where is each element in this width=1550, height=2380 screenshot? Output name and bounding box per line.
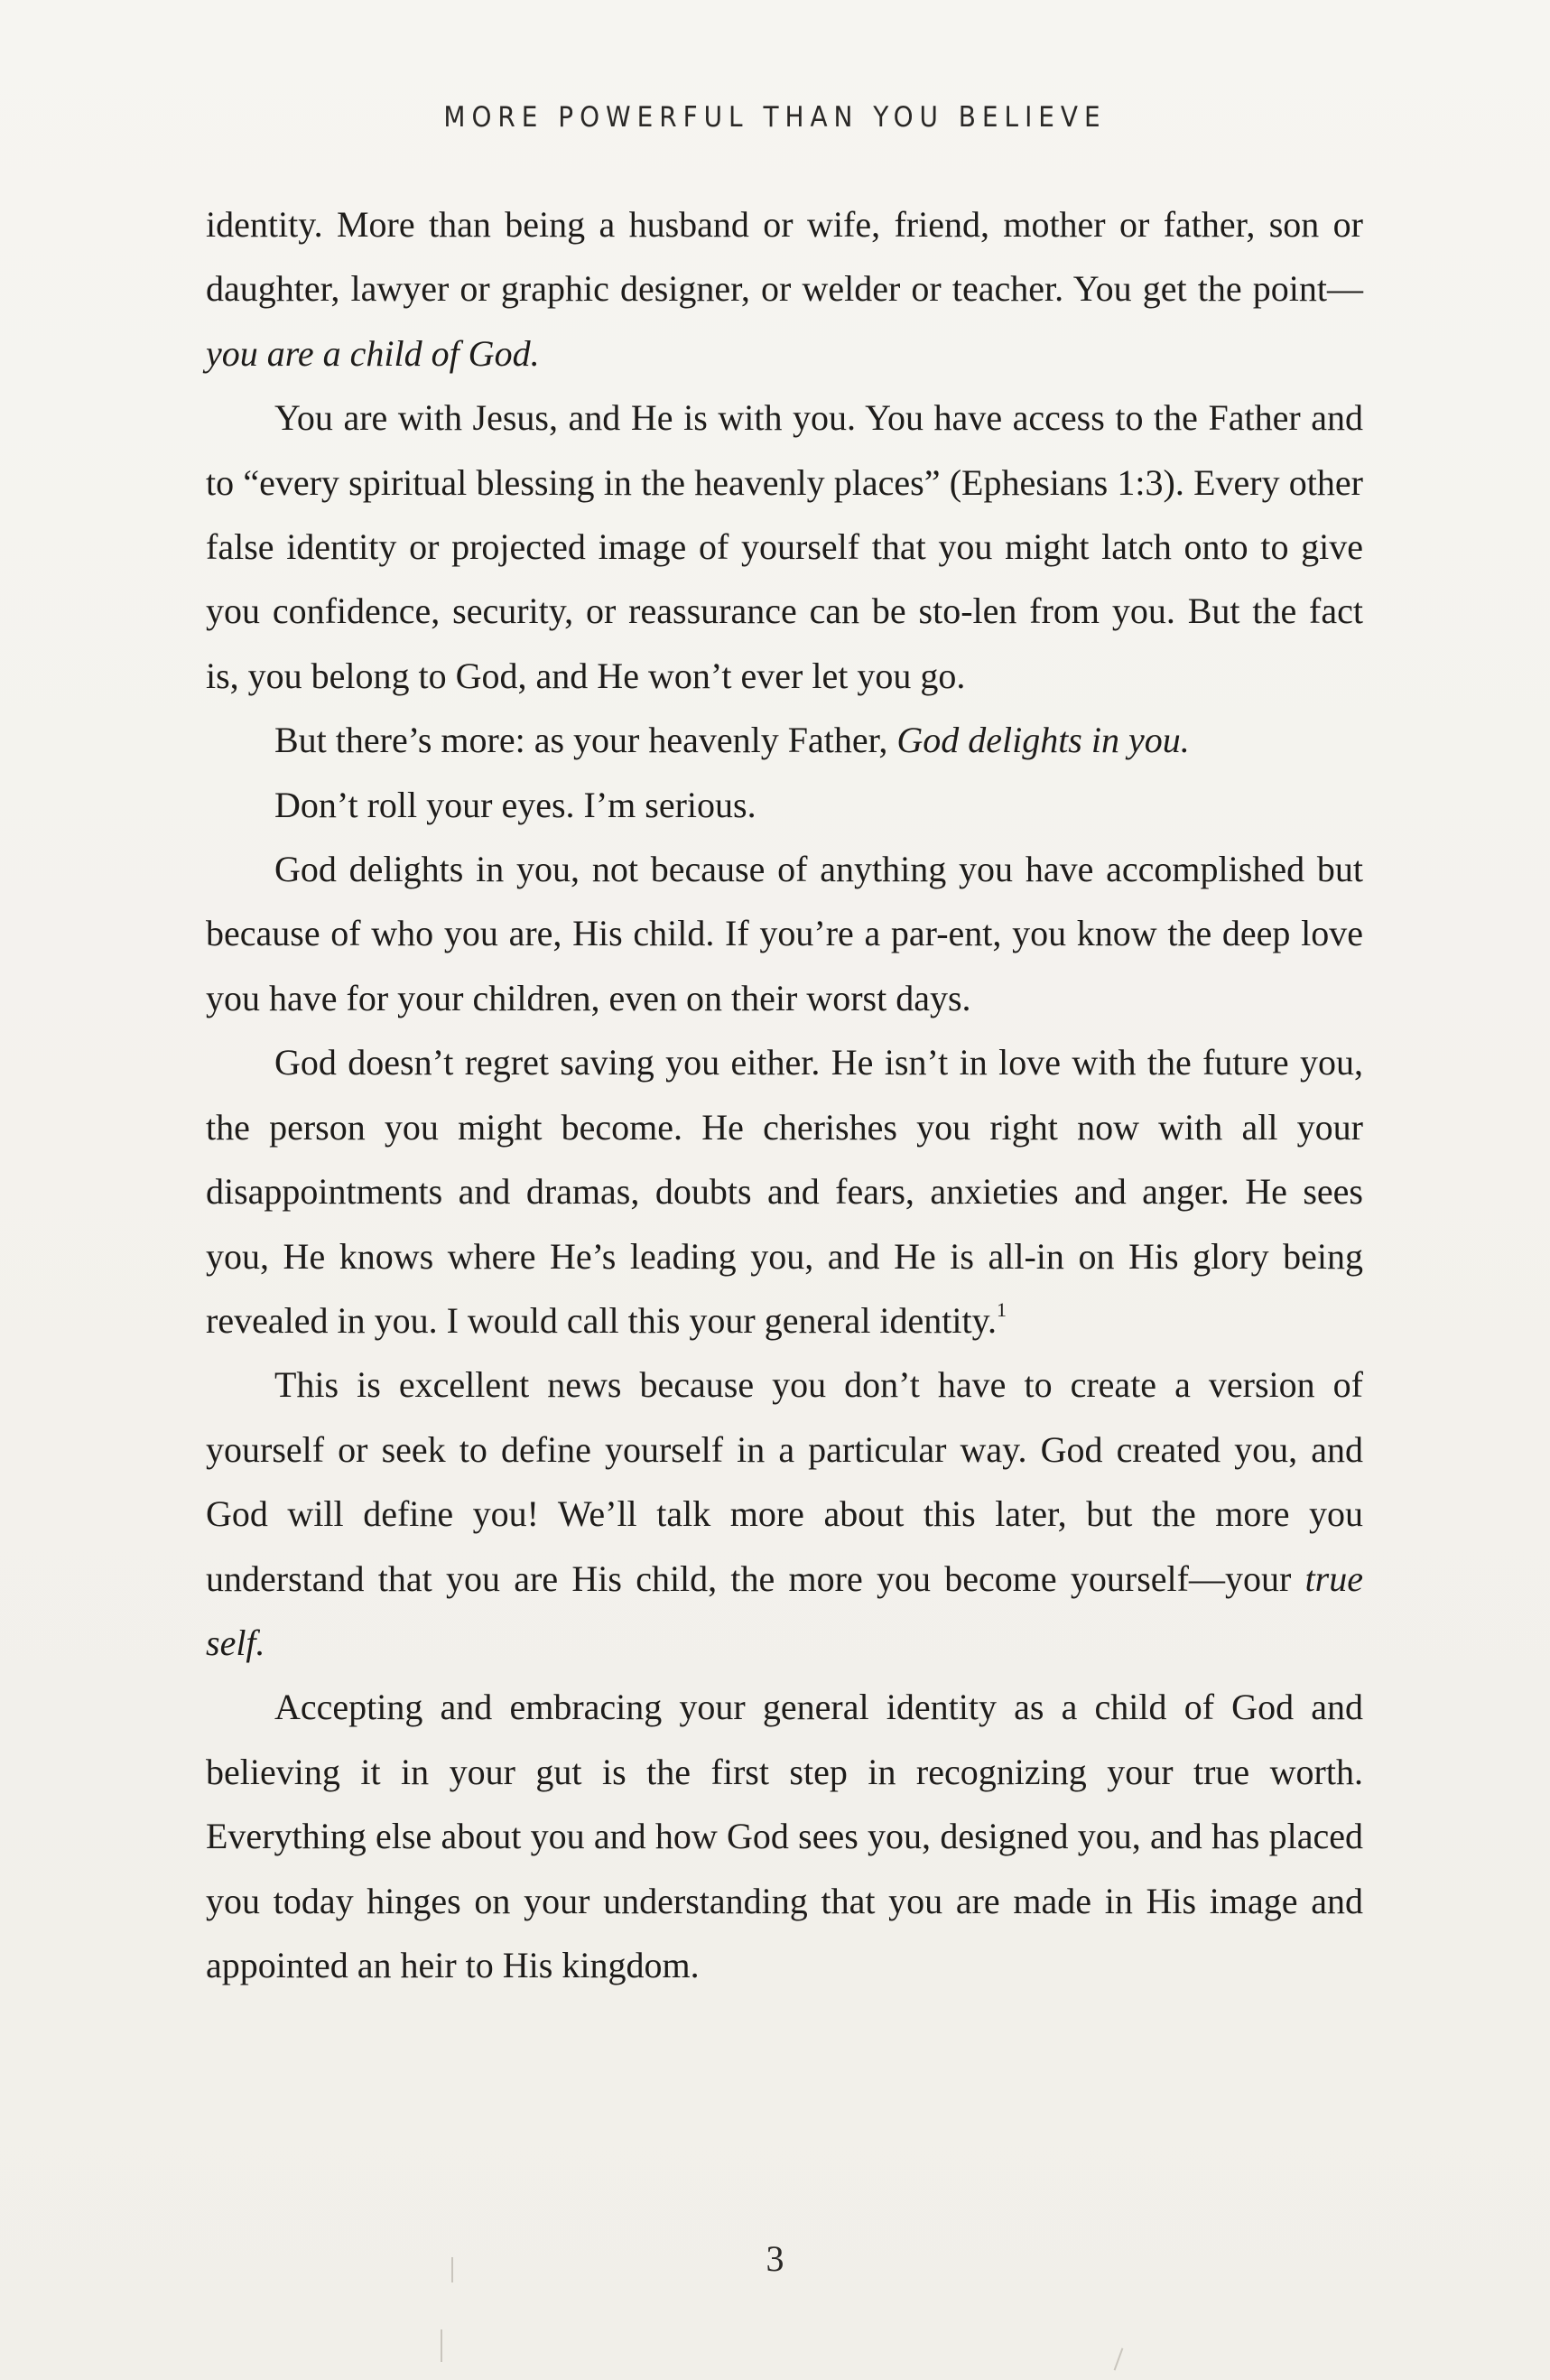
- italic-span: God delights in you.: [896, 720, 1190, 761]
- page-number: 3: [766, 2238, 784, 2279]
- text-span: You are with Jesus, and He is with you. You have access to the Father and to “every spiritual blessing in the heavenly places” (Ephesians 1:3). Every other false identity or projected image of yourself that you might latch onto to give you confidence, security, or reassurance can be sto-len from you. But the fact is, you belong to God, and He won’t ever let you go.: [206, 397, 1363, 696]
- paragraph: [206, 1030, 1363, 1353]
- italic-span: true self.: [206, 1557, 1363, 1663]
- paragraph: [206, 386, 1363, 708]
- text-span: This is excellent news because you don’t have to create a version of yourself or seek to define yourself in a particular way. God created you, and God will define you! We’ll talk more about this later, but the more you understand that you are His child, the more you become yourself—your: [206, 1364, 1363, 1599]
- paragraph: [206, 773, 1363, 837]
- paragraph: [206, 837, 1363, 1030]
- text-span: Accepting and embracing your general identity as a child of God and believing it in your gut is the first step in recognizing your true worth. Everything else about you and how God sees you, designed you, and has placed you today hinges on your understanding that you are made in His image and appointed an heir to His kingdom.: [206, 1687, 1363, 1985]
- scan-artifact: [1114, 2347, 1124, 2370]
- paragraph: [206, 1675, 1363, 1997]
- text-span: God delights in you, not because of anything you have accomplished but because of who you are, His child. If you’re a par-ent, you know the deep love you have for your children, even on their worst days.: [206, 849, 1363, 1018]
- running-head: MORE POWERFUL THAN YOU BELIEVE: [443, 101, 1107, 134]
- scan-artifact: [441, 2329, 442, 2362]
- text-span: God doesn’t regret saving you either. He isn’t in love with the future you, the person you might become. He cherishes you right now with all your disappointments and dramas, doubts and fears, anxieties and anger. He sees you, He knows where He’s leading you, and He is all-in on His glory being revealed in you. I would call this your general identity.: [206, 1042, 1363, 1341]
- text-span: identity. More than being a husband or wife, friend, mother or father, son or daughter, lawyer or graphic designer, or welder or teacher. You get the point—: [206, 204, 1363, 310]
- paragraph: [206, 1353, 1363, 1675]
- text-span: But there’s more: as your heavenly Father,: [274, 720, 897, 761]
- paragraph: [206, 708, 1363, 772]
- text-span: Don’t roll your eyes. I’m serious.: [274, 784, 756, 825]
- footnote-reference[interactable]: 1: [997, 1297, 1007, 1321]
- italic-span: you are a child of God.: [206, 332, 540, 374]
- paragraph: [206, 192, 1363, 386]
- body-text: [206, 192, 1363, 1997]
- scan-artifact: [451, 2257, 453, 2282]
